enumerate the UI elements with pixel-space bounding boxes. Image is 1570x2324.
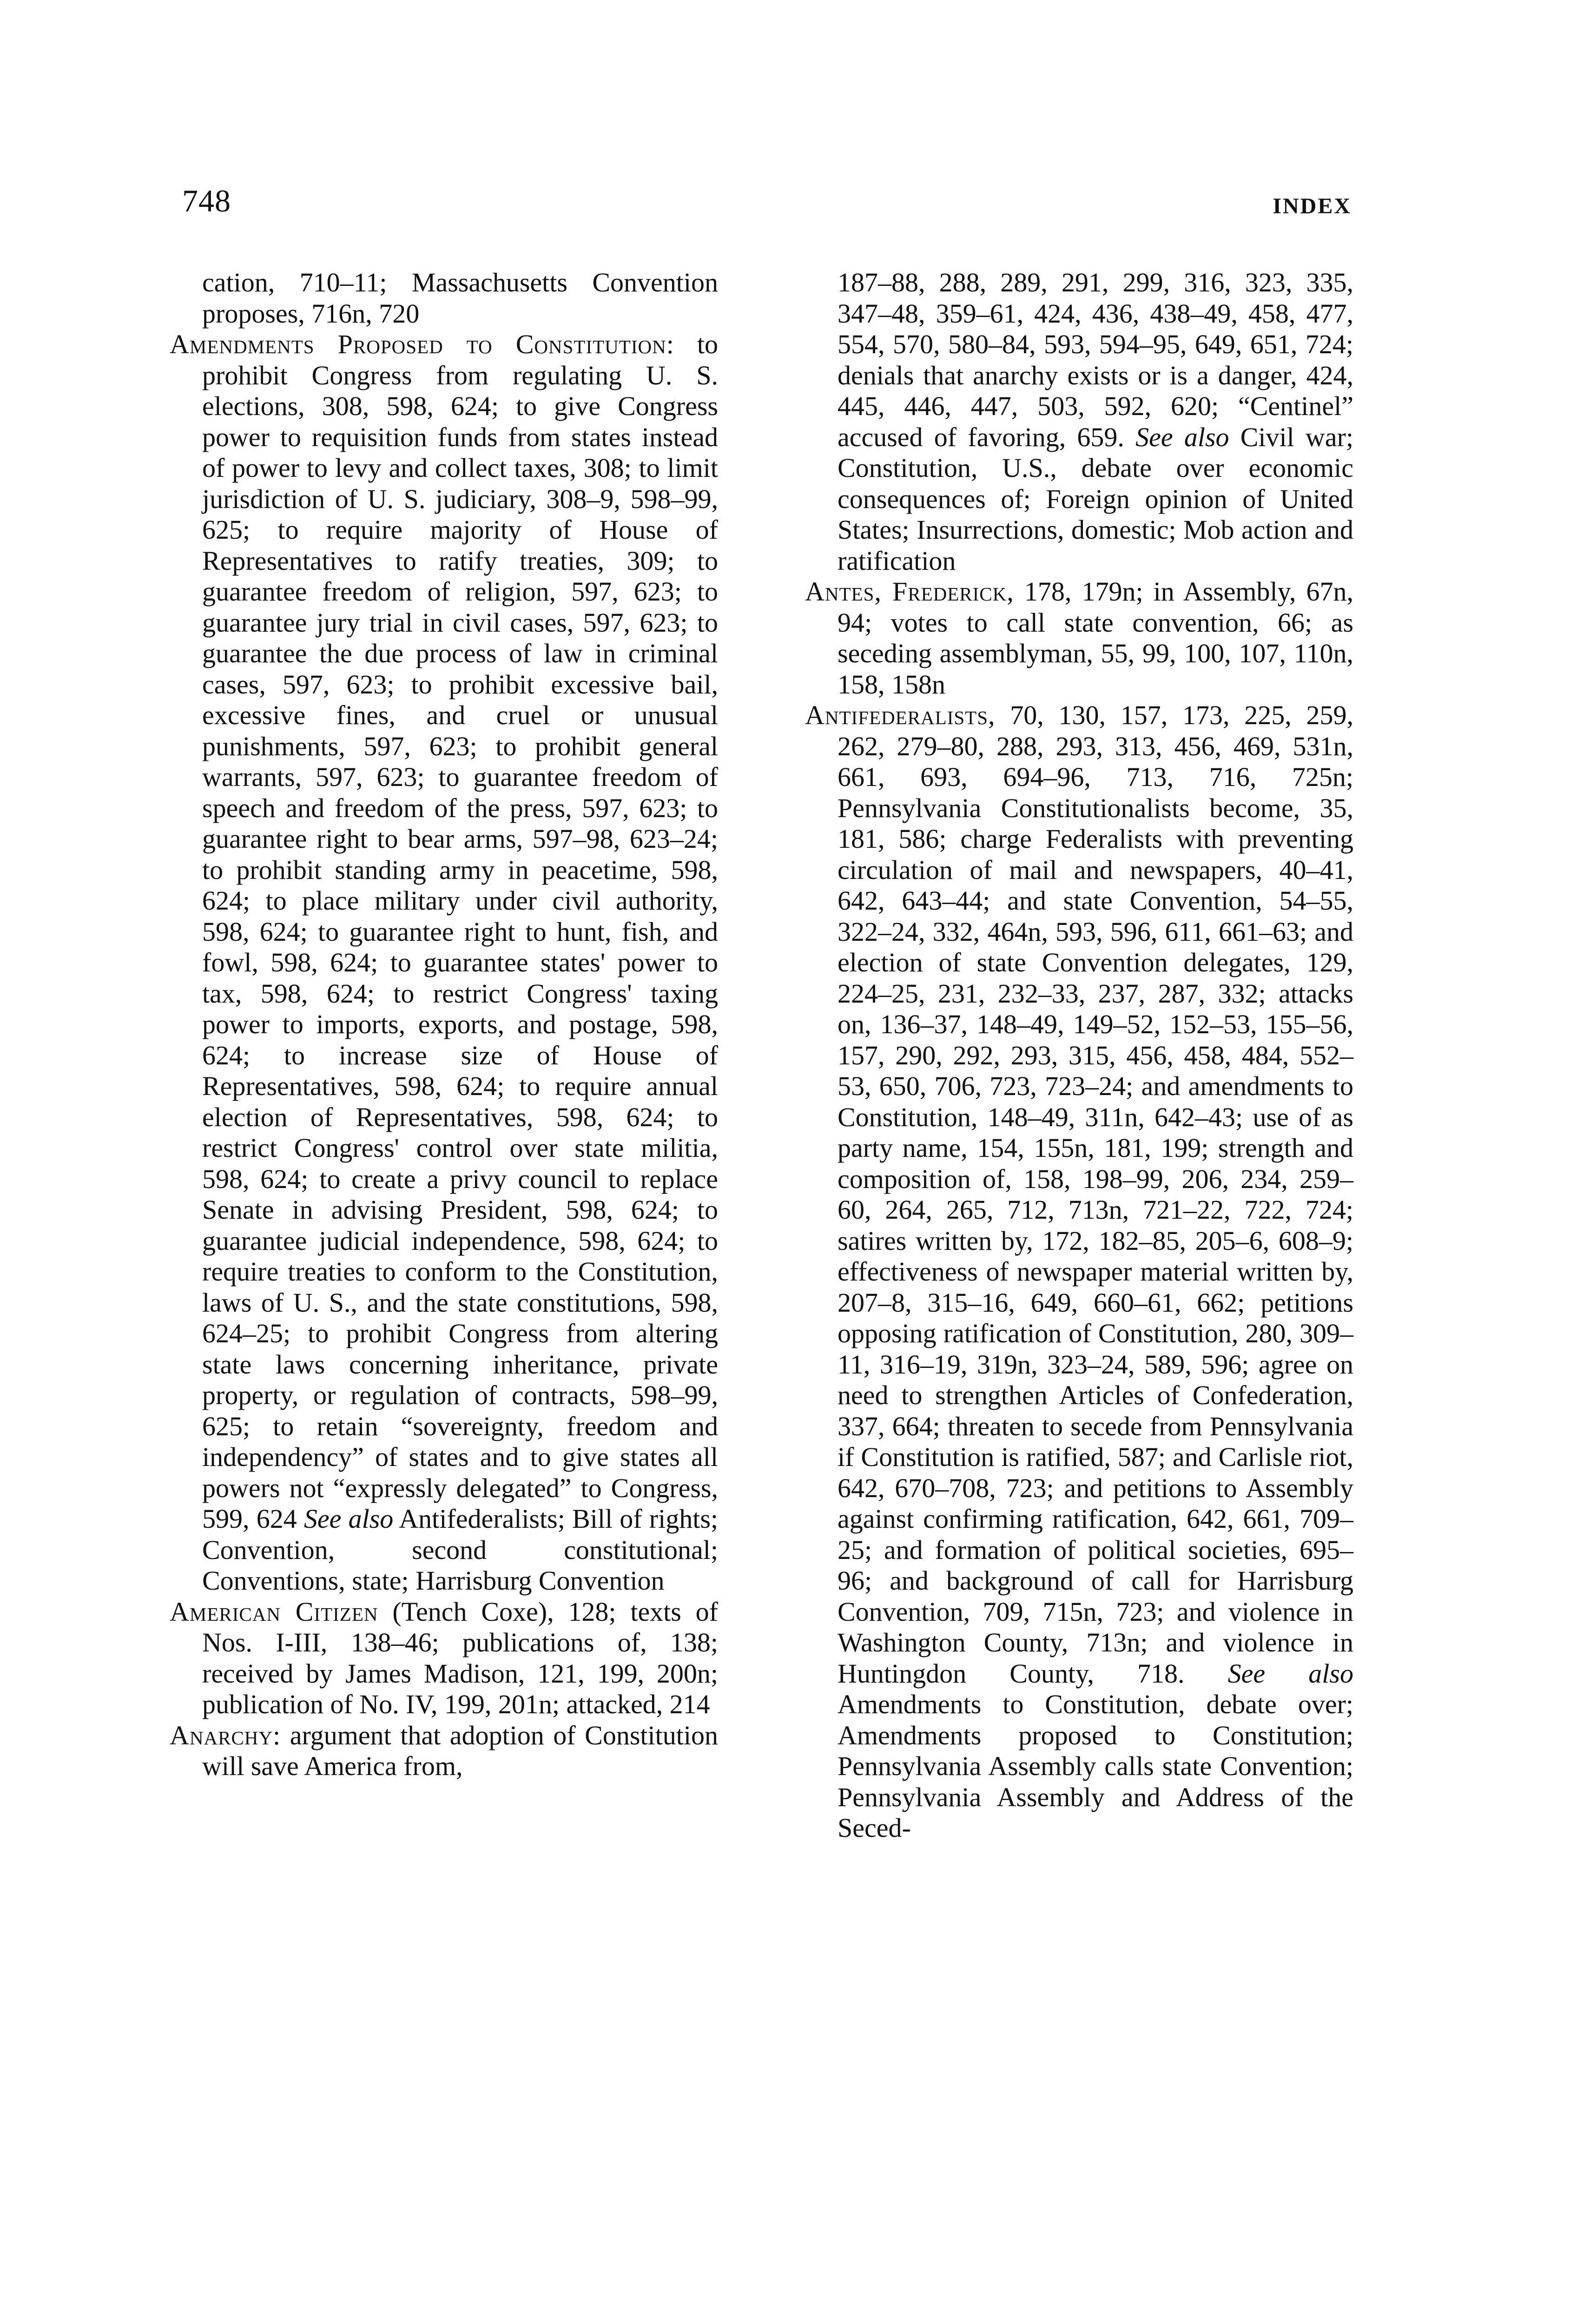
- entry-heading: Antes, Frederick,: [805, 576, 1014, 607]
- entry-text: (Tench Coxe), 128; texts of Nos. I-III, 138–46; publications of, 138; received by James Madison, 121, 199, 200n; publication of No. IV, 199, 201n; attacked, 214: [202, 1596, 718, 1719]
- index-entry-anarchy: [170, 1720, 718, 1782]
- page-number: 748: [182, 183, 231, 218]
- entry-text: argument that adoption of Constitution will save America from,: [202, 1720, 718, 1781]
- see-also-text: Civil war; Constitution, U.S., debate over economic consequences of; Foreign opinion of United States; Insurrections, domestic; Mob action and ratification: [838, 422, 1353, 576]
- left-column: [170, 267, 718, 1782]
- see-also-text: Antifederalists; Bill of rights; Convention, second constitutional; Conventions, state; Harrisburg Convention: [202, 1504, 719, 1596]
- entry-text: 187–88, 288, 289, 291, 299, 316, 323, 335, 347–48, 359–61, 424, 436, 438–49, 458, 477, 554, 570, 580–84, 593, 594–95, 649, 651, 724; denials that anarchy exists or is a danger, 424, 445, 446, 447, 503, 592, 620; “Centinel” accused of favoring, 659.: [838, 267, 1353, 452]
- entry-heading: Amendments Proposed to Constitution:: [170, 329, 674, 359]
- index-entry-anarchy-continuation: [805, 267, 1353, 576]
- entry-heading: American Citizen: [170, 1596, 378, 1627]
- see-also-label: See also: [1227, 1658, 1353, 1689]
- see-also-label: See also: [303, 1504, 394, 1534]
- entry-text: cation, 710–11; Massachusetts Convention proposes, 716n, 720: [202, 267, 718, 329]
- entry-text: 178, 179n; in Assembly, 67n, 94; votes to call state convention, 66; as seceding assemblyman, 55, 99, 100, 107, 110n, 158, 158n: [838, 576, 1353, 700]
- entry-text: 70, 130, 157, 173, 225, 259, 262, 279–80, 288, 293, 313, 456, 469, 531n, 661, 693, 694–96, 713, 716, 725n; Pennsylvania Constitutionalists become, 35, 181, 586; charge Federalists with preventing circulation of mail and newspapers, 40–41, 642, 643–44; and state Convention, 54–55, 322–24, 332, 464n, 593, 596, 611, 661–63; and election of state Convention delegates, 129, 224–25, 231, 232–33, 237, 287, 332; attacks on, 136–37, 148–49, 149–52, 152–53, 155–56, 157, 290, 292, 293, 315, 456, 458, 484, 552–53, 650, 706, 723, 723–24; and amendments to Constitution, 148–49, 311n, 642–43; use of as party name, 154, 155n, 181, 199; strength and composition of, 158, 198–99, 206, 234, 259–60, 264, 265, 712, 713n, 721–22, 722, 724; satires written by, 172, 182–85, 205–6, 608–9; effectiveness of newspaper material written by, 207–8, 315–16, 649, 660–61, 662; petitions opposing ratification of Constitution, 280, 309–11, 316–19, 319n, 323–24, 589, 596; agree on need to strengthen Articles of Confederation, 337, 664; threaten to secede from Pennsylvania if Constitution is ratified, 587; and Carlisle riot, 642, 670–708, 723; and petitions to Assembly against confirming ratification, 642, 661, 709–25; and formation of political societies, 695–96; and background of call for Harrisburg Convention, 709, 715n, 723; and violence in Washington County, 713n; and violence in Huntingdon County, 718.: [838, 700, 1353, 1689]
- index-entry-antes-frederick: [805, 576, 1353, 700]
- see-also-text: Amendments to Constitution, debate over; Amendments proposed to Constitution; Pennsylvania Assembly calls state Convention; Pennsylvania Assembly and Address of the Seced-: [838, 1689, 1353, 1843]
- index-entry-amendments-proposed: [170, 329, 718, 1597]
- index-entry-american-citizen: [170, 1597, 718, 1720]
- index-entry-continuation: [170, 267, 718, 329]
- right-column: [805, 267, 1353, 1844]
- entry-text: to prohibit Congress from regulating U. S. elections, 308, 598, 624; to give Congress power to requisition funds from states instead of power to levy and collect taxes, 308; to limit jurisdiction of U. S. judiciary, 308–9, 598–99, 625; to require majority of House of Representatives to ratify treaties, 309; to guarantee freedom of religion, 597, 623; to guarantee jury trial in civil cases, 597, 623; to guarantee the due process of law in criminal cases, 597, 623; to prohibit excessive bail, excessive fines, and cruel or unusual punishments, 597, 623; to prohibit general warrants, 597, 623; to guarantee freedom of speech and freedom of the press, 597, 623; to guarantee right to bear arms, 597–98, 623–24; to prohibit standing army in peacetime, 598, 624; to place military under civil authority, 598, 624; to guarantee right to hunt, fish, and fowl, 598, 624; to guarantee states' power to tax, 598, 624; to restrict Congress' taxing power to imports, exports, and postage, 598, 624; to increase size of House of Representatives, 598, 624; to require annual election of Representatives, 598, 624; to restrict Congress' control over state militia, 598, 624; to create a privy council to replace Senate in advising President, 598, 624; to guarantee judicial independence, 598, 624; to require treaties to conform to the Constitution, laws of U. S., and the state constitutions, 598, 624–25; to prohibit Congress from altering state laws concerning inheritance, private property, or regulation of contracts, 598–99, 625; to retain “sovereignty, freedom and independency” of states and to give states all powers not “expressly delegated” to Congress, 599, 624: [202, 329, 719, 1534]
- entry-heading: Antifederalists,: [805, 700, 996, 730]
- entry-heading: Anarchy:: [170, 1720, 281, 1750]
- index-entry-antifederalists: [805, 700, 1353, 1844]
- running-head: INDEX: [1273, 194, 1352, 218]
- see-also-label: See also: [1135, 422, 1229, 452]
